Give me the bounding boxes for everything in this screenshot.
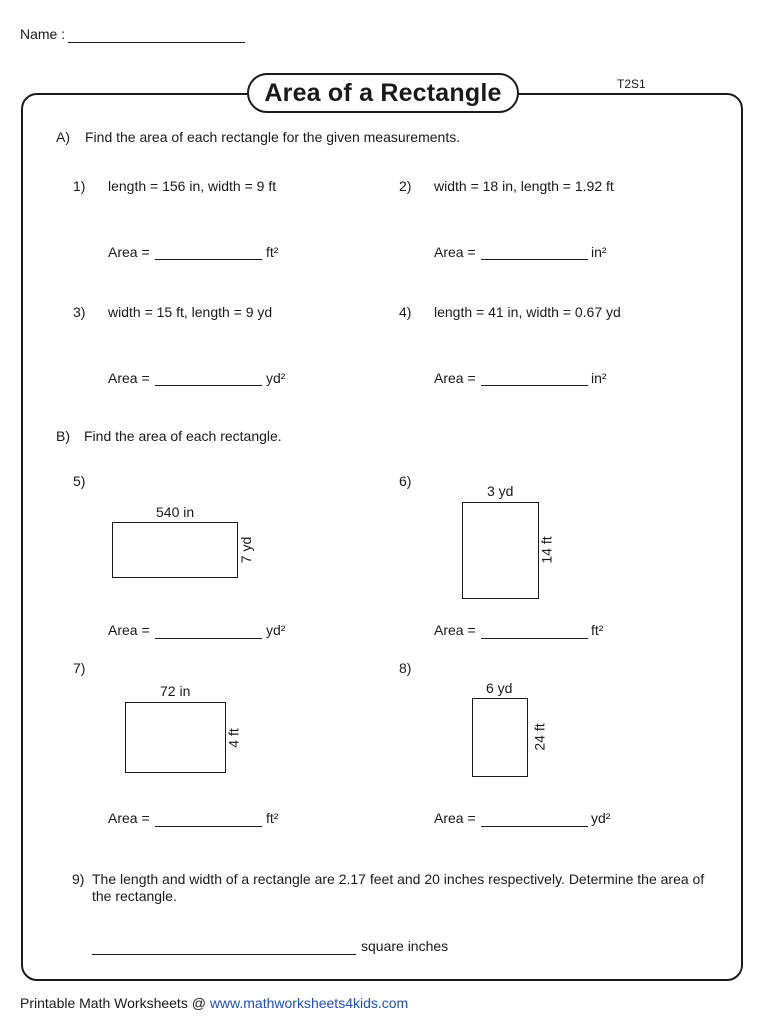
answer-blank[interactable] bbox=[481, 826, 588, 827]
area-unit: ft² bbox=[591, 622, 604, 638]
problem-text: width = 15 ft, length = 9 yd bbox=[108, 304, 273, 320]
footer bbox=[20, 995, 408, 1011]
rectangle-figure bbox=[112, 522, 238, 578]
answer-blank[interactable] bbox=[155, 259, 262, 260]
problem-text-continued: the rectangle. bbox=[92, 888, 177, 904]
answer-blank[interactable] bbox=[481, 385, 588, 386]
answer-blank[interactable] bbox=[155, 826, 262, 827]
area-unit: ft² bbox=[266, 810, 279, 826]
name-label: Name : bbox=[20, 26, 66, 42]
footer-text: Printable Math Worksheets @ bbox=[20, 995, 210, 1011]
answer-blank[interactable] bbox=[481, 638, 588, 639]
title-box bbox=[247, 73, 519, 113]
area-unit: in² bbox=[591, 244, 607, 260]
area-label: Area = bbox=[434, 244, 476, 260]
area-unit: in² bbox=[591, 370, 607, 386]
page-title: Area of a Rectangle bbox=[264, 78, 502, 107]
area-label: Area = bbox=[108, 244, 150, 260]
section-a-instruction: Find the area of each rectangle for the given measurements. bbox=[85, 129, 461, 145]
area-unit: yd² bbox=[266, 622, 286, 638]
rectangle-side-label: 24 ft bbox=[531, 723, 548, 751]
answer-blank[interactable] bbox=[155, 638, 262, 639]
rectangle-top-label: 3 yd bbox=[487, 483, 514, 499]
answer-blank[interactable] bbox=[481, 259, 588, 260]
rectangle-top-label: 72 in bbox=[160, 683, 191, 699]
problem-number: 9) bbox=[72, 871, 85, 887]
area-unit: yd² bbox=[591, 810, 611, 826]
area-label: Area = bbox=[108, 810, 150, 826]
footer-link[interactable]: www.mathworksheets4kids.com bbox=[209, 995, 409, 1011]
problem-text: width = 18 in, length = 1.92 ft bbox=[434, 178, 614, 194]
name-field[interactable] bbox=[68, 42, 245, 43]
problem-number: 4) bbox=[399, 304, 412, 320]
rectangle-side-label: 14 ft bbox=[538, 536, 555, 564]
section-b-letter: B) bbox=[56, 428, 70, 444]
rectangle-side-label: 4 ft bbox=[225, 728, 242, 748]
rectangle-figure bbox=[462, 502, 539, 599]
problem-number: 2) bbox=[399, 178, 412, 194]
problem-number: 5) bbox=[73, 473, 86, 489]
worksheet-code: T2S1 bbox=[617, 77, 646, 91]
problem-number: 3) bbox=[73, 304, 86, 320]
problem-number: 1) bbox=[73, 178, 86, 194]
problem-number: 8) bbox=[399, 660, 412, 676]
answer-blank[interactable] bbox=[92, 954, 356, 955]
rectangle-side-label: 7 yd bbox=[238, 536, 255, 564]
problem-text: length = 156 in, width = 9 ft bbox=[108, 178, 277, 194]
rectangle-top-label: 540 in bbox=[156, 504, 195, 520]
problem-number: 7) bbox=[73, 660, 86, 676]
section-a-letter: A) bbox=[56, 129, 70, 145]
area-label: Area = bbox=[108, 370, 150, 386]
problem-text: length = 41 in, width = 0.67 yd bbox=[434, 304, 621, 320]
answer-blank[interactable] bbox=[155, 385, 262, 386]
area-label: Area = bbox=[434, 370, 476, 386]
area-label: Area = bbox=[434, 810, 476, 826]
area-unit: yd² bbox=[266, 370, 286, 386]
rectangle-top-label: 6 yd bbox=[486, 680, 513, 696]
problem-number: 6) bbox=[399, 473, 412, 489]
problem-text: The length and width of a rectangle are 2.17 feet and 20 inches respectively. Determine the area of bbox=[92, 871, 705, 887]
area-unit: ft² bbox=[266, 244, 279, 260]
rectangle-figure bbox=[472, 698, 528, 777]
area-label: Area = bbox=[108, 622, 150, 638]
area-label: Area = bbox=[434, 622, 476, 638]
rectangle-figure bbox=[125, 702, 226, 773]
answer-unit: square inches bbox=[361, 938, 449, 954]
section-b-instruction: Find the area of each rectangle. bbox=[84, 428, 282, 444]
